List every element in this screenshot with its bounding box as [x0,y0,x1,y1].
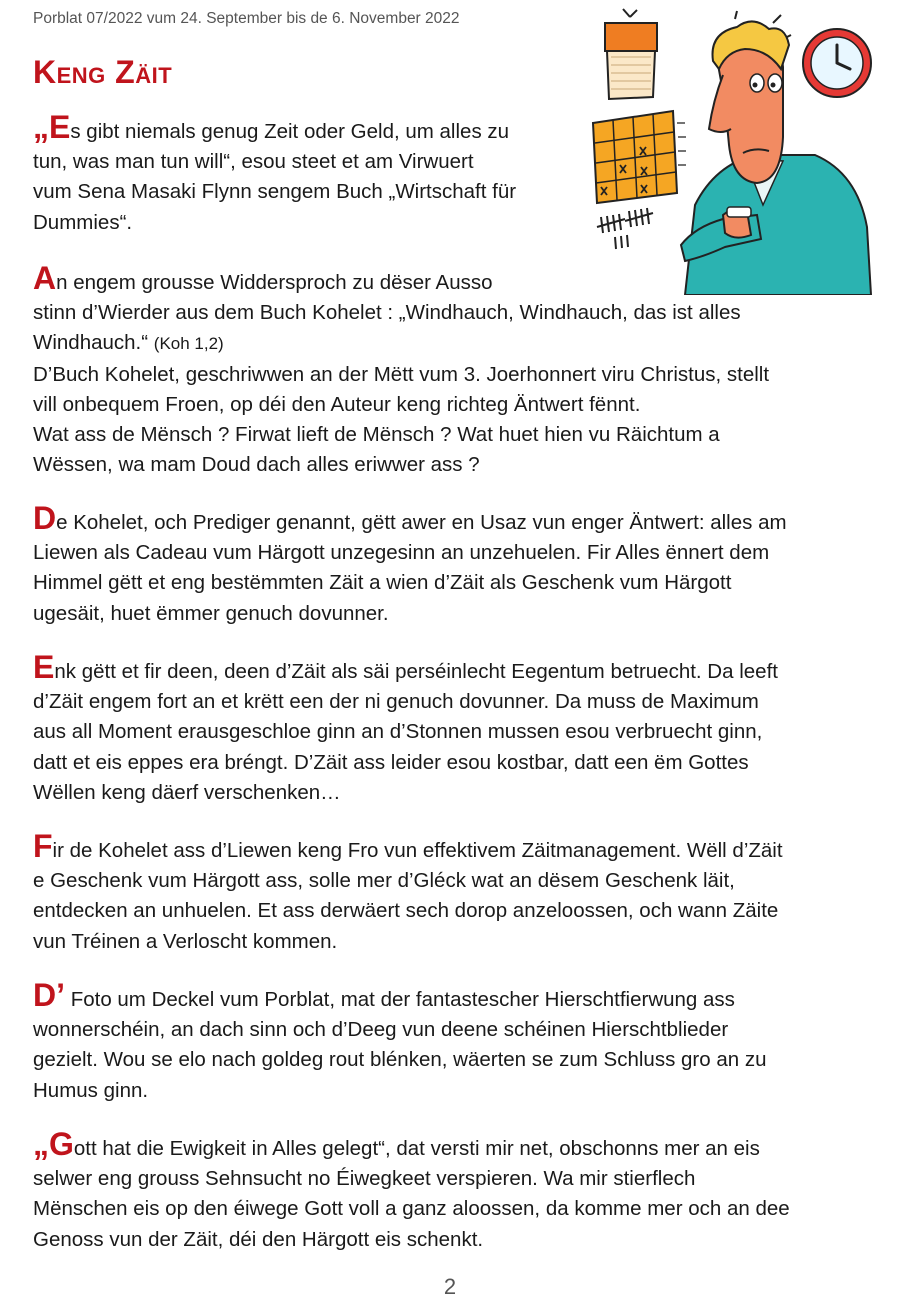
page-number: 2 [443,1274,457,1299]
paragraph-4: Enk gëtt et fir deen, deen d’Zäit als säi perséinlecht Eegentum betruecht. Da leeft d’Zäit engem fort an et krëtt een der ni genuch dovunner. Da muss de Maximum aus all Moment erausgeschloe ginn an d’Stonnen mussen esou verbruecht ginn, datt et eis eppes era bréngt. D’Zäit ass leider esou kostbar, datt een ëm Gottes Wëllen keng däerf verschenken… [33,649,778,804]
drop-cap: A [33,260,57,296]
bible-reference: (Koh 1,2) [153,334,224,354]
drop-cap: „E [33,109,71,145]
calendar-icon [605,9,657,99]
cartoon-illustration [585,5,875,295]
paragraph-2: An engem grousse Widdersproch zu dëser Ausso stinn d’Wierder aus dem Buch Kohelet : „Windhauch, Windhauch, das ist alles Windhauch.“ (Koh 1,2) D’Buch Kohelet, geschriwwen an der Mëtt vum 3. Joerhonnert viru Christus, stellt vill onbequem Froen, op déi den Auteur keng richteg Äntwert fënnt. Wat ass de Mënsch ? Firwat lieft de Mënsch ? Wat huet hien vu Räichtum a Wëssen, wa mam Doud dach alles eriwwer ass ? [33,260,770,477]
header-line: Porblat 07/2022 vum 24. September bis de 6. November 2022 [33,10,460,27]
paragraph-6: D’ Foto um Deckel vum Porblat, mat der fantastescher Hierschtfierwung ass wonnerschéin, an dach sinn och d’Deeg vun deene schéinen Hierschtblieder gezielt. Wou se elo nach goldeg rout blénken, wäerten se zum Schluss gro an zu Humus ginn. [33,977,767,1102]
paragraph-7: „Gott hat die Ewigkeit in Alles gelegt“, dat versti mir net, obschonns mer an eis selwer eng grouss Sehnsucht no Éiwegkeet verspieren. Wa mir stierflech Mënschen eis op den éiwege Gott voll a ganz aloossen, da komme mer och an dee Genoss vun der Zäit, déi den Härgott eis schenkt. [33,1126,790,1251]
clock-icon [803,29,871,97]
drop-cap: „G [33,1126,74,1162]
drop-cap: E [33,649,55,685]
drop-cap: D’ [33,977,65,1013]
paragraph-3: De Kohelet, och Prediger genannt, gëtt awer en Usaz vun enger Äntwert: alles am Liewen als Cadeau vum Härgott unzegesinn an unzehuelen. Fir Alles ënnert dem Himmel gëtt et eng bestëmmten Zäit a wien d’Zäit als Geschenk vum Härgott ugesäit, huet ëmmer genuch dovunner. [33,500,787,625]
paragraph-1: „Es gibt niemals genug Zeit oder Geld, um alles zu tun, was man tun will“, esou steet et am Virwuert vum Sena Masaki Flynn sengem Buch „Wirtschaft für Dummies“. [33,109,517,234]
drop-cap: F [33,828,53,864]
page-title: Keng Zäit [33,54,173,90]
drop-cap: D [33,500,57,536]
tally-marks-icon [597,208,653,249]
planner-grid-icon [593,111,686,203]
paragraph-5: Fir de Kohelet ass d’Liewen keng Fro vun effektivem Zäitmanagement. Wëll d’Zäit e Geschenk vum Härgott ass, solle mer d’Gléck wat an dësem Geschenk läit, entdecken an unhuelen. Et ass derwäert sech dorop anzeloossen, och wann Zäite vun Tréinen a Verloscht kommen. [33,828,783,953]
